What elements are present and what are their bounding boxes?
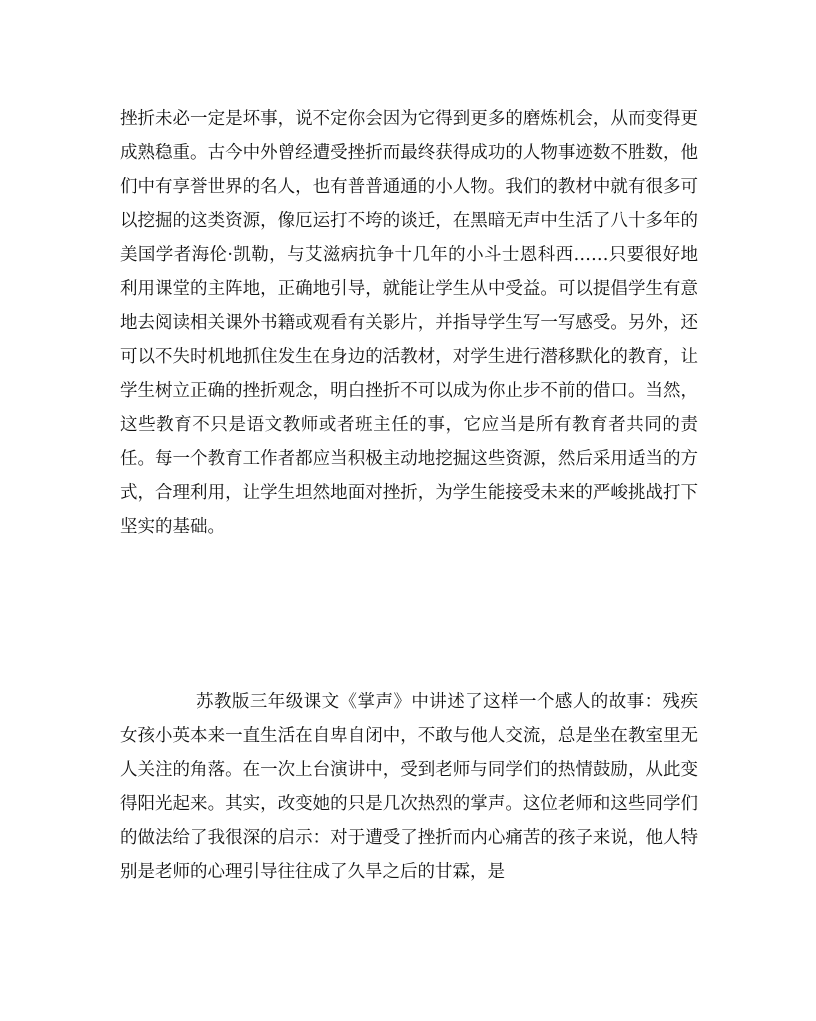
body-paragraph-2: 苏教版三年级课文《掌声》中讲述了这样一个感人的故事：残疾女孩小英本来一直生活在自卑自闭中，不敢与他人交流，总是坐在教室里无人关注的角落。在一次上台演讲中，受到老师与同学们的热情鼓励，从此变得阳光起来。其实，改变她的只是几次热烈的掌声。这位老师和这些同学们的做法给了我很深的启示：对于遭受了挫折而内心痛苦的孩子来说，他人特别是老师的心理引导往往成了久旱之后的甘霖，是	[120, 692, 698, 882]
body-paragraph-1: 挫折未必一定是坏事，说不定你会因为它得到更多的磨炼机会，从而变得更成熟稳重。古今中外曾经遭受挫折而最终获得成功的人物事迹数不胜数，他们中有享誉世界的名人，也有普普通通的小人物。我们的教材中就有很多可以挖掘的这类资源，像厄运打不垮的谈迁，在黑暗无声中生活了八十多年的美国学者海伦·凯勒，与艾滋病抗争十几年的小斗士恩科西……只要很好地利用课堂的主阵地，正确地引导，就能让学生从中受益。可以提倡学生有意地去阅读相关课外书籍或观看有关影片，并指导学生写一写感受。另外，还可以不失时机地抓住发生在身边的活教材，对学生进行潜移默化的教育，让学生树立正确的挫折观念，明白挫折不可以成为你止步不前的借口。当然，这些教育不只是语文教师或者班主任的事，它应当是所有教育者共同的责任。每一个教育工作者都应当积极主动地挖掘这些资源，然后采用适当的方式，合理利用，让学生坦然地面对挫折，为学生能接受未来的严峻挑战打下坚实的基础。	[120, 109, 698, 537]
